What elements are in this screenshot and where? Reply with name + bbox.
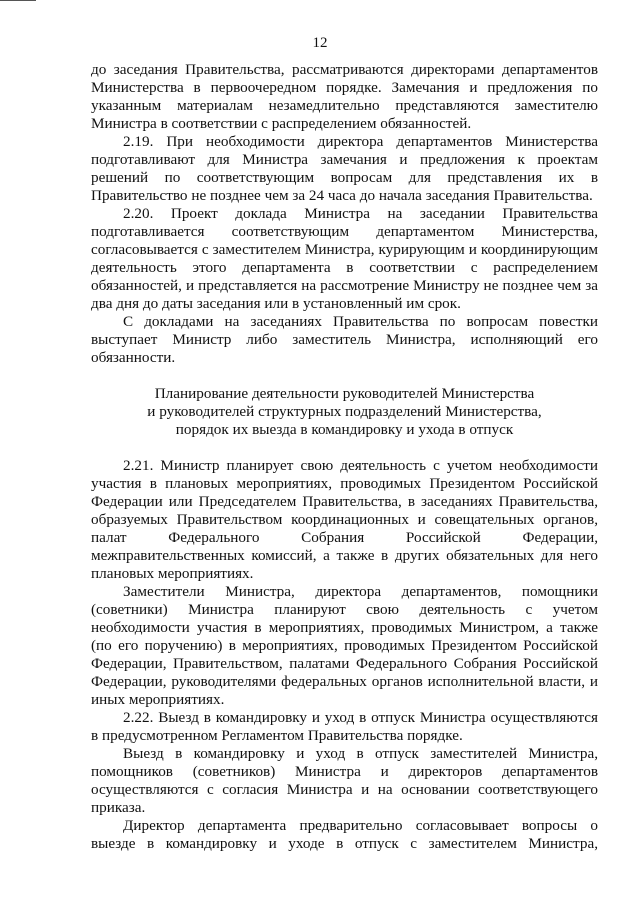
paragraph-trip: Выезд в командировку и уход в отпуск заместителей Министра, помощников (советников) Министра и директоров департаментов осуществляются с согласия Министра и на основании соответствующего приказа. [91,745,598,816]
scan-corner-mark [0,0,36,1]
paragraph-director: Директор департамента предварительно согласовывает вопросы о выезде в командировку и уходе в отпуск с заместителем Министра, [91,817,598,852]
paragraph-deputies: Заместители Министра, директора департаментов, помощники (советники) Министра планируют свою деятельность с учетом необходимости участия в мероприятиях, проводимых Министром, а также (по его поручению) в мероприятиях, проводимых Президентом Российской Федерации, Правительством, палатами Федерального Собрания Российской Федерации, руководителями федеральных органов исполнительной власти, и иных мероприятиях. [91,583,598,708]
paragraph-2-21: 2.21. Министр планирует свою деятельность с учетом необходимости участия в плановых мероприятиях, проводимых Президентом Российской Федерации или Председателем Правительства, в заседаниях Правительства, образуемых Правительством координационных и совещательных органов, палат Федерального Собрания Российской Федерации, межправительственных комиссий, а также в других обязательных для него плановых мероприятиях. [91,457,598,582]
page-number: 12 [312,35,328,51]
paragraph-reports: С докладами на заседаниях Правительства по вопросам повестки выступает Министр либо заместитель Министра, исполняющий его обязанности. [91,313,598,366]
document-page [91,61,598,853]
section-heading-line-1: Планирование деятельности руководителей Министерства [154,385,535,402]
paragraph-2-20: 2.20. Проект доклада Министра на заседании Правительства подготавливается соответствующим департаментом Министерства, согласовывается с заместителем Министра, курирующим и координирующим деятельность этого департамента в соответствии с распределением обязанностей, и представляется на рассмотрение Министру не позднее чем за два дня до даты заседания или в установленный им срок. [91,205,598,312]
section-heading [91,385,598,439]
section-heading-line-3: порядок их выезда в командировку и ухода в отпуск [175,421,514,438]
paragraph-continuation: до заседания Правительства, рассматриваются директорами департаментов Министерства в первоочередном порядке. Замечания и предложения по указанным материалам незамедлительно представляются заместителю Министра в соответствии с распределением обязанностей. [91,61,598,132]
paragraph-2-19: 2.19. При необходимости директора департаментов Министерства подготавливают для Министра замечания и предложения к проектам решений по соответствующим вопросам для представления их в Правительство не позднее чем за 24 часа до начала заседания Правительства. [91,133,598,204]
paragraph-2-22: 2.22. Выезд в командировку и уход в отпуск Министра осуществляются в предусмотренном Регламентом Правительства порядке. [91,709,598,744]
section-heading-line-2: и руководителей структурных подразделений Министерства, [147,403,542,420]
